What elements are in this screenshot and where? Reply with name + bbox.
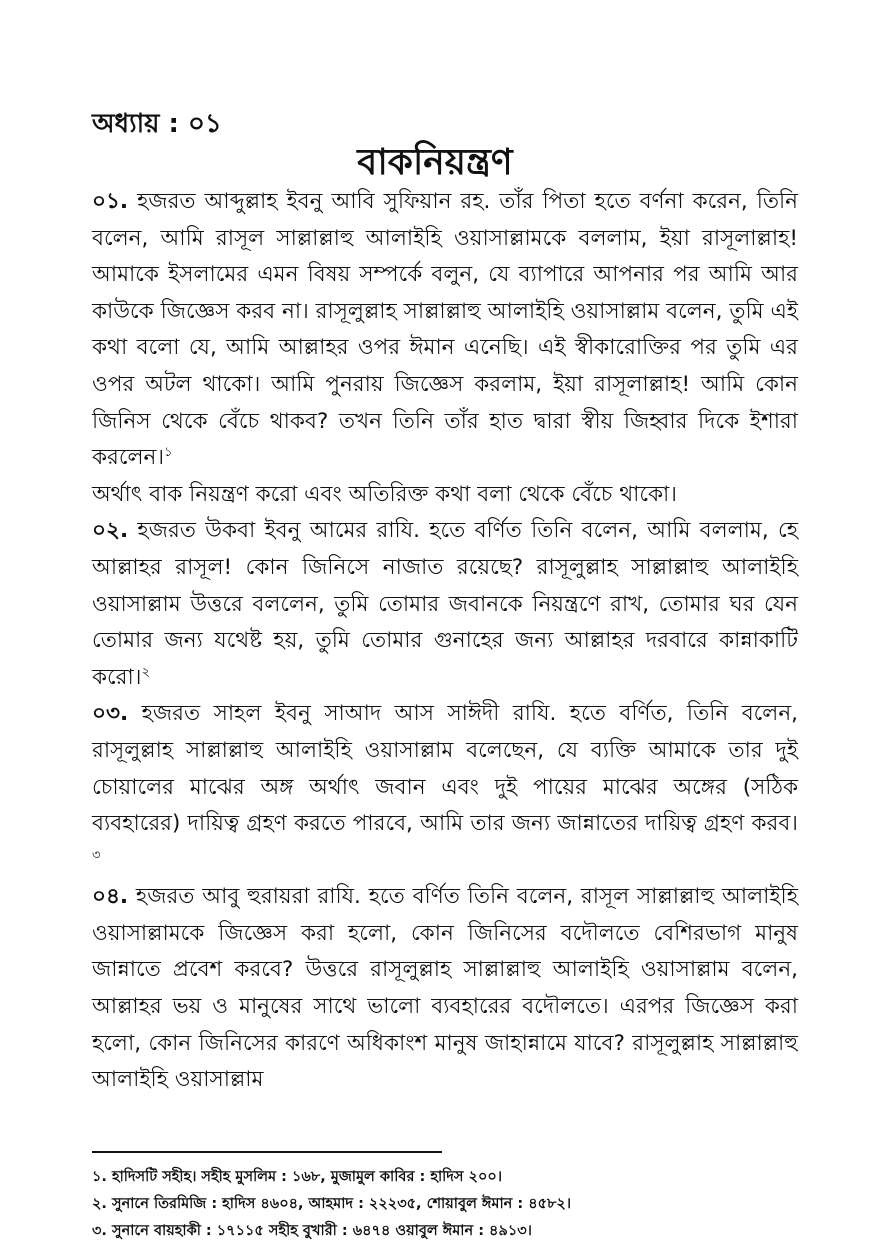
footnote-ref: ৩ (92, 847, 101, 863)
hadith-text: হজরত উকবা ইবনু আমের রাযি. হতে বর্ণিত তিনি বলেন, আমি বললাম, হে আল্লাহর রাসূল! কোন জিনিসে নাজাত রয়েছে? রাসূলুল্লাহ সাল্লাল্লাহু আলাইহি ওয়াসাল্লাম উত্তরে বললেন, তুমি তোমার জবানকে নিয়ন্ত্রণে রাখ, তোমার ঘর যেন তোমার জন্য যথেষ্ট হয়, তুমি তোমার গুনাহের জন্য আল্লাহর দরবারে কান্নাকাটি করো। (92, 518, 798, 690)
hadith-number: ০৩. (92, 701, 129, 727)
hadith-number: ০১. (92, 189, 129, 214)
footnote-ref: ১ (164, 445, 173, 460)
footnote-item: ২. সুনানে তিরমিজি : হাদিস ৪৬০৪, আহমাদ : ২২২৩৫, শোয়াবুল ঈমান : ৪৫৮২। (92, 1196, 572, 1212)
hadith-explanation: অর্থাৎ বাক নিয়ন্ত্রণ করো এবং অতিরিক্ত কথা বলা থেকে বেঁচে থাকো। (92, 481, 677, 507)
hadith-paragraph (92, 184, 798, 477)
footnote-ref: ২ (141, 664, 150, 680)
footnote-item: ৩. সুনানে বায়হাকী : ১৭১১৫ সহীহ বুখারী : ৬৪৭৪ ওয়াবুল ঈমান : ৪৯১৩। (92, 1223, 532, 1239)
footnote-item: ১. হাদিসটি সহীহ। সহীহ মুসলিম : ১৬৮, মুজামুল কাবির : হাদিস ২০০। (92, 1169, 503, 1185)
footnotes (92, 1164, 798, 1245)
hadith-body (92, 184, 798, 1099)
hadith-text: হজরত আবু হুরায়রা রাযি. হতে বর্ণিত তিনি বলেন, রাসূল সাল্লাল্লাহু আলাইহি ওয়াসাল্লামকে জিজ্ঞেস করা হলো, কোন জিনিসের বদৌলতে বেশিরভাগ মানুষ জান্নাতে প্রবেশ করবে? উত্তরে রাসূলুল্লাহ সাল্লাল্লাহু আলাইহি ওয়াসাল্লাম বলেন, আল্লাহর ভয় ও মানুষের সাথে ভালো ব্যবহারের বদৌলতে। এরপর জিজ্ঞেস করা হলো, কোন জিনিসের কারণে অধিকাংশ মানুষ জাহান্নামে যাবে? রাসূলুল্লাহ সাল্লাল্লাহু আলাইহি ওয়াসাল্লাম (92, 884, 798, 1093)
hadith-paragraph (92, 513, 798, 696)
hadith-number: ০২. (92, 518, 129, 544)
hadith-text: হজরত আব্দুল্লাহ ইবনু আবি সুফিয়ান রহ. তাঁর পিতা হতে বর্ণনা করেন, তিনি বলেন, আমি রাসূল সাল্লাল্লাহু আলাইহি ওয়াসাল্লামকে বললাম, ইয়া রাসূলাল্লাহ! আমাকে ইসলামের এমন বিষয় সম্পর্কে বলুন, যে ব্যাপারে আপনার পর আমি আর কাউকে জিজ্ঞেস করব না। রাসূলুল্লাহ সাল্লাল্লাহু আলাইহি ওয়াসাল্লাম বলেন, তুমি এই কথা বলো যে, আমি আল্লাহর ওপর ঈমান এনেছি। এই স্বীকারোক্তির পর তুমি এর ওপর অটল থাকো। আমি পুনরায় জিজ্ঞেস করলাম, ইয়া রাসূলাল্লাহ! আমি কোন জিনিস থেকে বেঁচে থাকব? তখন তিনি তাঁর হাত দ্বারা স্বীয় জিহ্বার দিকে ইশারা করলেন। (92, 189, 798, 471)
hadith-text: হজরত সাহল ইবনু সাআদ আস সাঈদী রাযি. হতে বর্ণিত, তিনি বলেন, রাসূলুল্লাহ সাল্লাল্লাহু আলাইহি ওয়াসাল্লাম বলেছেন, যে ব্যক্তি আমাকে তার দুই চোয়ালের মাঝের অঙ্গ অর্থাৎ জবান এবং দুই পায়ের মাঝের অঙ্গের (সঠিক ব্যবহারের) দায়িত্ব গ্রহণ করতে পারবে, আমি তার জন্য জান্নাতের দায়িত্ব গ্রহণ করব। (92, 701, 798, 837)
hadith-number: ০৪. (92, 884, 129, 910)
page-title: বাকনিয়ন্ত্রণ (357, 142, 513, 183)
footnote-divider (92, 1151, 442, 1153)
hadith-paragraph (92, 696, 798, 879)
chapter-label: অধ্যায় : ০১ (92, 109, 222, 139)
hadith-paragraph (92, 879, 798, 1099)
